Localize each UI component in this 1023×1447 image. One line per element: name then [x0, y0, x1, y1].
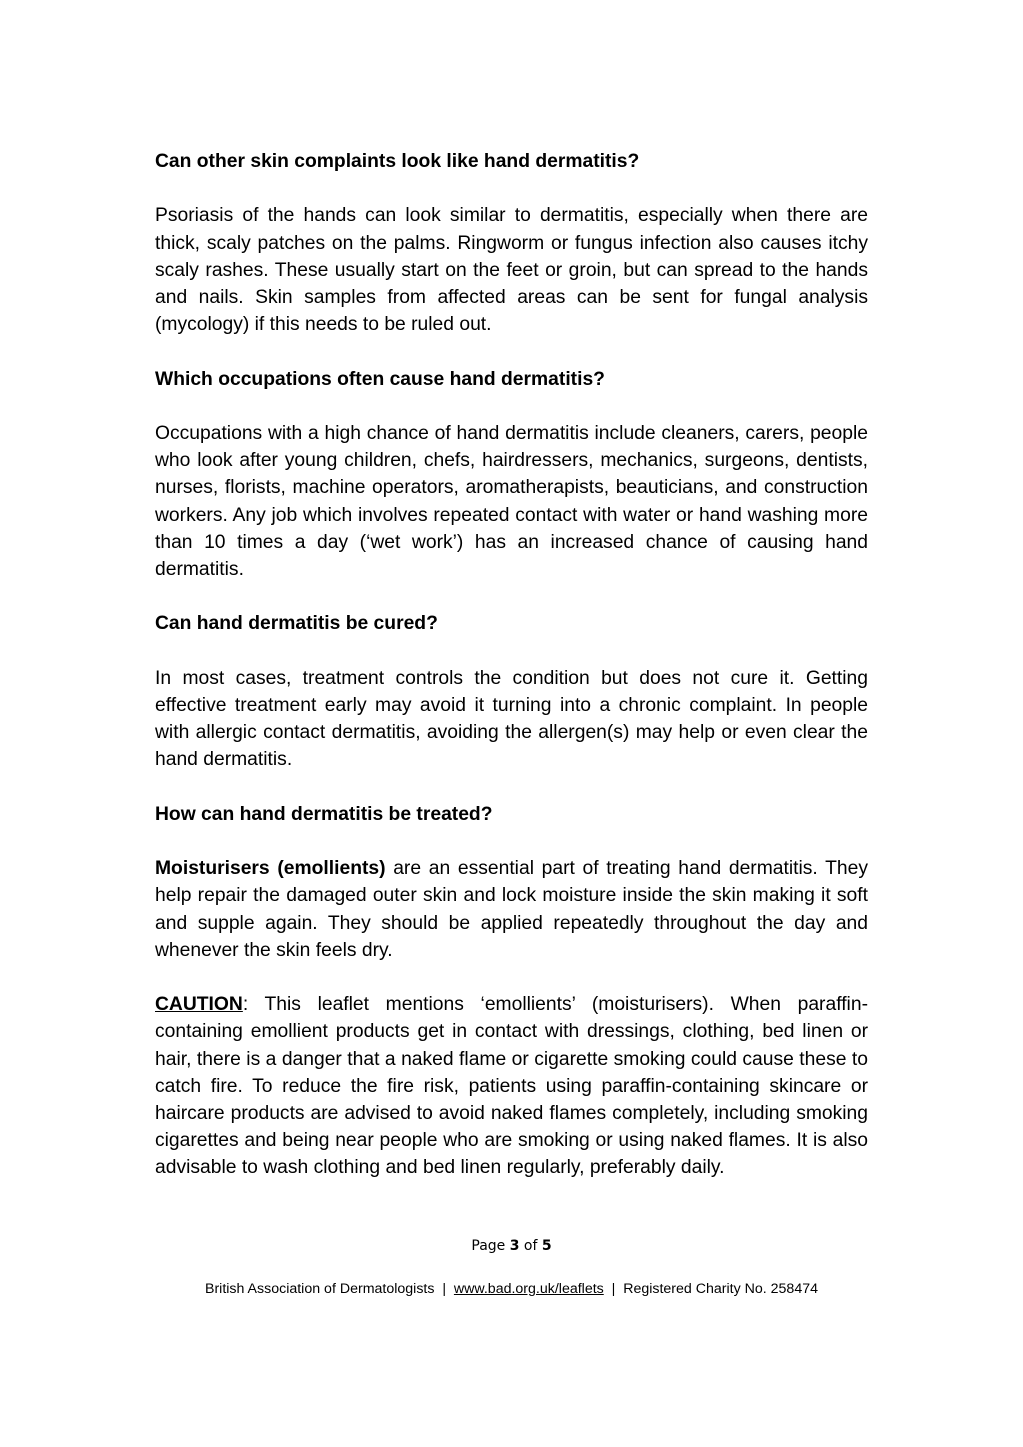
- footer-org: British Association of Dermatologists: [204, 1281, 435, 1297]
- section-heading: Can hand dermatitis be cured?: [155, 613, 438, 635]
- page-number-current: 3: [509, 1238, 520, 1254]
- caution-label: CAUTION: [155, 994, 243, 1016]
- footer-link[interactable]: www.bad.org.uk/leaflets: [453, 1281, 604, 1297]
- section-paragraph: Psoriasis of the hands can look similar to dermatitis, especially when there are thick, scaly patches on the palms. Ringworm or fungus infection also causes itchy scaly rashes. These usually start on the feet or groin, but can spread to the hands and nails. Skin samples from affected areas can be sent for fungal analysis (mycology) if this needs to be ruled out.: [155, 205, 868, 336]
- caution-text: : This leaflet mentions ‘emollients’ (moisturisers). When paraffin-containing emollient products get in contact with dressings, clothing, bed linen or hair, there is a danger that a naked flame or cigarette smoking could cause these to catch fire. To reduce the fire risk, patients using paraffin-containing skincare or haircare products are advised to avoid naked flames completely, including smoking cigarettes and being near people who are smoking or using naked flames. It is also advisable to wash clothing and bed linen regularly, preferably daily.: [155, 994, 868, 1179]
- section-heading: Can other skin complaints look like hand dermatitis?: [155, 151, 640, 172]
- footer-separator: |: [603, 1281, 624, 1297]
- footer: [0, 1279, 1023, 1299]
- emphasis-term: Moisturisers (emollients): [155, 858, 386, 880]
- footer-separator: |: [434, 1281, 454, 1297]
- section-heading: Which occupations often cause hand dermatitis?: [155, 368, 605, 390]
- section-paragraph: Occupations with a high chance of hand dermatitis include cleaners, carers, people who look after young children, chefs, hairdressers, mechanics, surgeons, dentists, nurses, florists, machine operators, aromatherapists, beauticians, and construction workers. Any job which involves repeated contact with water or hand washing more than 10 times a day (‘wet work’) has an increased chance of causing hand dermatitis.: [155, 422, 868, 580]
- footer-charity: Registered Charity No. 258474: [623, 1281, 818, 1297]
- page-number-prefix: Page: [471, 1238, 510, 1254]
- section-paragraph: In most cases, treatment controls the condition but does not cure it. Getting effective treatment early may avoid it turning into a chronic complaint. In people with allergic contact dermatitis, avoiding the allergen(s) may help or even clear the hand dermatitis.: [155, 667, 868, 771]
- page-number-middle: of: [519, 1238, 542, 1254]
- section-paragraph: [155, 855, 868, 964]
- page-number: [0, 1236, 1023, 1256]
- paragraph-text: are an essential part of treating hand dermatitis. They help repair the damaged outer skin and lock moisture inside the skin making it soft and supple again. They should be applied repeatedly throughout the day and whenever the skin feels dry.: [155, 858, 868, 961]
- document-body: [155, 148, 868, 1209]
- section-heading: How can hand dermatitis be treated?: [155, 803, 493, 825]
- caution-paragraph: [155, 991, 868, 1181]
- page-number-total: 5: [541, 1238, 552, 1254]
